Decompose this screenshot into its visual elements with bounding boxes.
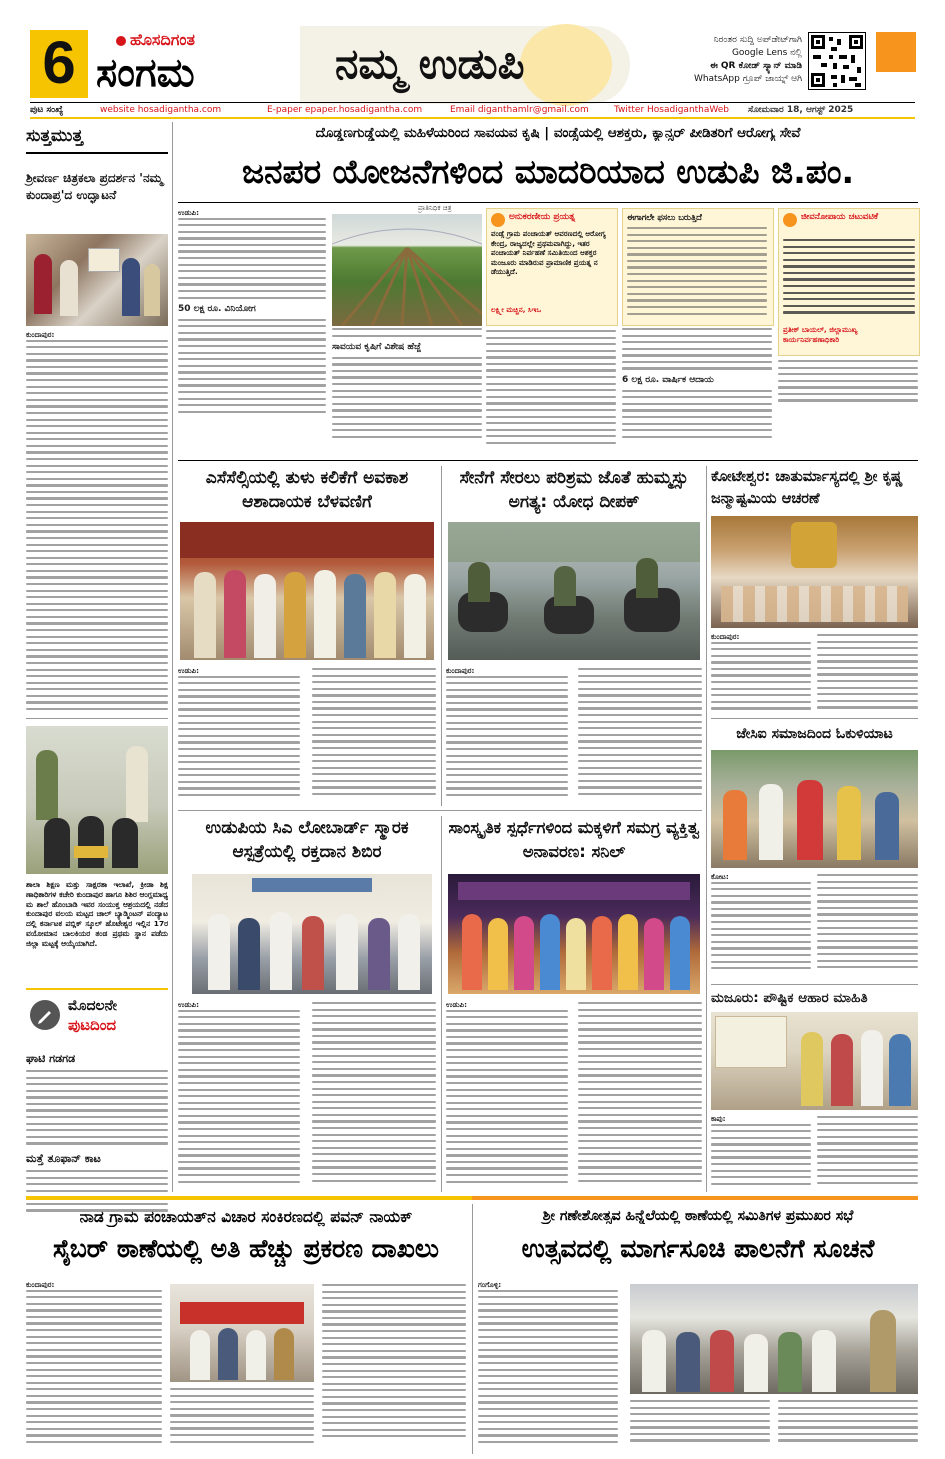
first-page-line1: ಮೊದಲನೇ: [68, 998, 117, 1014]
page-number: 6: [42, 29, 76, 96]
cultural-body-2: [578, 1002, 702, 1190]
story2-caption: ಶಾಲಾ ಶಿಕ್ಷಣ ಮತ್ತು ಸಾಕ್ಷರತಾ ಇಲಾಖೆ, ಕ್ರೀಡಾ ಶಿಕ್ಷಣಾಧಿಕಾರಿಗಳ ಕಚೇರಿ ಕುಂದಾಪುರ ಹಾಗೂ ಶಿಶಿರ ಆಂಗ್ಲಮಾಧ್ಯಮ ಶಾಲೆ ಹೊಂಬಾಡಿ ಇವರ ಸಂಯುಕ್ತ ಆಶ್ರಯದಲ್ಲಿ ನಡೆದ ಕುಂದಾಪುರ ವಲಯ ಮಟ್ಟದ ಚಾಲ್ ಬ್ಯಾಡ್ಮಿಂಟನ್ ಪಂದ್ಯಾಟದಲ್ಲಿ ಕರ್ನಾಟಕ ಪಬ್ಲಿಕ್ ಸ್ಕೂಲ್ ಹೊಟೇಶ್ವರ ಇಲ್ಲಿನ 17ರ ವಯೋಮಾನ ಬಾಲಕಿಯರ ತಂಡ ಪ್ರಥಮ ಸ್ಥಾನ ಪಡೆದು ಜಿಲ್ಲಾ ಮಟ್ಟಕ್ಕೆ ಆಯ್ಕೆಯಾಗಿದೆ.: [26, 880, 168, 948]
labour-body-2: [817, 1116, 918, 1190]
sidebar-rule: [172, 122, 173, 1192]
koteshwar-byline: ಕುಂದಾಪುರ:: [711, 632, 740, 641]
epaper-link[interactable]: E-paper epaper.hosadigantha.com: [267, 105, 423, 115]
labour-story: [711, 988, 918, 1192]
cultural-headline: ಸಾಂಸ್ಕೃತಿಕ ಸ್ಪರ್ಧೆಗಳಿಂದ ಮಕ್ಕಳಿಗೆ ಸಮಗ್ರ ವ್ಯಕ್ತಿತ್ವ ಅನಾವರಣ: ಸನಿಲ್: [448, 818, 700, 861]
box1-text: ವಂಡ್ಸೆ ಗ್ರಾಮ ಪಂಚಾಯತ್ ಆವರಣದಲ್ಲಿ ಆರೋಗ್ಯ ಕೇಂದ್ರ, ರಾಜ್ಯದಲ್ಲೇ ಪ್ರಥಮವಾಗಿದ್ದು, ಇತರ ಪಂಚಾಯತ್ ನಿರ್ವಹಣೆ ಸಮಿತಿಯಿಂದ ಆಶಕ್ತರ ಮಂಜೂರು ಮಾಡಿರುವ ಪ್ರಾಮಾಣಿಕ ಪ್ರಯತ್ನ ನಡೆಯುತ್ತಿದೆ.: [491, 229, 606, 277]
tulu-body: [178, 666, 300, 804]
box1-author: ಲಕ್ಷ್ಮೀ ಮಚ್ಚಿನ, ಸಿಇಒ: [491, 305, 542, 314]
cyber-photo: [170, 1284, 314, 1382]
quote-icon-2: [783, 213, 797, 227]
army-story: [446, 466, 702, 806]
lead-kicker: ದೊಡ್ಡಣಗುಡ್ಡೆಯಲ್ಲಿ ಮಹಿಳೆಯರಿಂದ ಸಾವಯವ ಕೃಷಿ | ವಂಡ್ಸೆಯಲ್ಲಿ ಆಶಕ್ತರು, ಕ್ಯಾನ್ಸರ್ ಪೀಡಿತರಿಗೆ ಆರೋಗ್ಯ ಸೇವೆ: [315, 126, 801, 141]
row2-bottom-rule: [178, 810, 702, 811]
koteshwar-headline: ಕೋಟೇಶ್ವರ: ಚಾತುರ್ಮಾಸ್ಯದಲ್ಲಿ ಶ್ರೀ ಕೃಷ್ಣ ಜನ್ಮಾಷ್ಟಮಿಯ ಆಚರಣೆ: [711, 468, 903, 507]
row2-rule-1: [441, 466, 442, 806]
email-link[interactable]: Email diganthamlr@gmail.com: [450, 105, 589, 115]
brand-big: ಸಂಗಮ: [96, 50, 195, 96]
jcb-body: [711, 872, 811, 978]
army-byline: ಕುಂದಾಪುರ:: [446, 666, 475, 675]
pen-icon: [30, 1000, 60, 1030]
blood-byline: ಉಡುಪಿ:: [178, 1000, 200, 1009]
cultural-body: [446, 1000, 568, 1190]
blood-photo: [192, 874, 432, 994]
ganesh-story: [478, 1204, 918, 1454]
brief1-headline: ಘಾಟಿ ಗಡಗಡ: [26, 1052, 76, 1065]
tulu-story: [178, 466, 436, 806]
cyber-body-3: [322, 1284, 466, 1452]
qr-code-icon[interactable]: [808, 32, 866, 90]
twitter-link[interactable]: Twitter HosadiganthaWeb: [614, 105, 730, 115]
ganesh-body-3: [778, 1400, 918, 1452]
lead-box3: [778, 208, 920, 356]
masthead: [0, 0, 945, 118]
labour-headline: ಮಜೂರು: ಪೌಷ್ಟಿಕ ಆಹಾರ ಮಾಹಿತಿ: [711, 990, 868, 1006]
lead-rule: [178, 202, 918, 203]
lead-col5: [778, 360, 918, 454]
brand-logo-circle-icon: [116, 36, 126, 46]
lead-photo-farm: [332, 214, 482, 326]
koteshwar-body-2: [817, 634, 918, 712]
corner-accent: [876, 32, 916, 72]
blood-story: [178, 816, 436, 1192]
blood-body: [178, 1000, 300, 1190]
tulu-headline: ಎಸೆಸೆಲ್ಸಿಯಲ್ಲಿ ತುಳು ಕಲಿಕೆಗೆ ಅವಕಾಶ ಆಶಾದಾಯಕ ಬೆಳವಣಿಗೆ: [205, 468, 409, 512]
box2-body: [627, 227, 767, 321]
lead-subhead3: 6 ಲಕ್ಷ ರೂ. ವಾರ್ಷಿಕ ಆದಾಯ: [622, 375, 714, 386]
lead-subhead1: 50 ಲಕ್ಷ ರೂ. ವಿನಿಯೋಗ: [178, 304, 256, 315]
koteshwar-story: [711, 466, 918, 714]
lead-col3: [486, 330, 616, 454]
row3-rule-1: [441, 816, 442, 1192]
jcb-headline: ಜೇಸಿಐ ಸಮಾಜದಿಂದ ಓಕುಳಿಯಾಟ: [736, 726, 893, 742]
koteshwar-body: [711, 632, 811, 712]
army-body-2: [578, 668, 702, 802]
updates-text: [660, 34, 802, 86]
jcb-story: [711, 724, 918, 980]
box3-body: [783, 239, 915, 321]
lead-photo-caption: ಪ್ರಾತಿನಿಧಿಕ ಚಿತ್ರ: [418, 204, 452, 212]
cyber-story: [26, 1204, 466, 1454]
story1-headline: ಶ್ರೀವರ್ಣ ಚಿತ್ರಕಲಾ ಪ್ರದರ್ಶನ 'ನಮ್ಮ ಕುಂದಾಪ್ರ'ದ ಉದ್ಘಾಟನೆ: [26, 171, 163, 202]
labour-byline: ಕಾಪು:: [711, 1114, 726, 1123]
updates-line-2: Google Lens ನಲ್ಲಿ: [731, 48, 802, 58]
jcb-photo: [711, 750, 918, 868]
cultural-byline: ಉಡುಪಿ:: [446, 1000, 468, 1009]
lead-byline: ಉಡುಪಿ:: [178, 208, 200, 217]
row3-rule-2: [706, 982, 707, 1192]
jcb-body-2: [817, 874, 918, 978]
lead-bottom-rule: [178, 460, 918, 461]
cultural-photo: [448, 874, 700, 994]
lead-story: [178, 122, 918, 458]
sidebar-column: [26, 122, 168, 1192]
section-label: ಪುಟ ಸಂಖ್ಯೆ: [30, 105, 64, 115]
cyber-body-2: [170, 1388, 314, 1452]
box3-label: ಜೀವನೋಪಾಯ ಚಟುವಟಿಕೆ: [801, 212, 879, 222]
updates-line-1: ನಿರಂತರ ಸುದ್ದಿ ಅಪ್‌ಡೇಟ್‌ಗಾಗಿ: [713, 35, 802, 45]
box1-label: ಅನುಕರಣೀಯ ಪ್ರಯತ್ನ: [509, 212, 576, 222]
tulu-photo: [180, 522, 434, 660]
lead-col2: [332, 328, 482, 454]
updates-line-4: WhatsApp ಗ್ರೂಪ್ ಜಾಯ್ನ್ ಆಗಿ: [693, 74, 802, 84]
story1-body: [26, 330, 168, 720]
sidebar-divider: [26, 718, 168, 719]
first-page-section: [26, 988, 168, 1040]
lead-subhead2: ಸಾವಯವ ಕೃಷಿಗೆ ವಿಶೇಷ ಹೆಜ್ಜೆ: [332, 342, 422, 353]
lead-box1: [486, 208, 618, 326]
box3-author: ಪ್ರತೀಕ್ ಬಾಯಲ್, ಜಿಲ್ಲಾಮುಖ್ಯ ಕಾರ್ಯನಿರ್ವಹಣಾಧಿಕಾರಿ: [783, 325, 858, 344]
box2-text: ಈಗಾಗಲೇ ಫಸಲು ಬರುತ್ತಿದೆ: [627, 212, 702, 222]
bottom-band-stripe: [26, 1196, 918, 1200]
masthead-swoosh-accent: [520, 24, 612, 106]
ganesh-headline: ಉತ್ಸವದಲ್ಲಿ ಮಾರ್ಗಸೂಚಿ ಪಾಲನೆಗೆ ಸೂಚನೆ: [521, 1234, 875, 1263]
labour-top-rule: [711, 984, 918, 985]
website-link[interactable]: website hosadigantha.com: [100, 105, 222, 115]
ganesh-photo: [630, 1284, 918, 1394]
first-page-line2: ಪುಟದಿಂದ: [68, 1016, 117, 1034]
cyber-kicker: ನಾಡ ಗ್ರಾಮ ಪಂಚಾಯತ್‌ನ ವಿಚಾರ ಸಂಕಿರಣದಲ್ಲಿ ಪವನ್ ನಾಯಕ್: [79, 1208, 413, 1226]
cyber-headline: ಸೈಬರ್ ಠಾಣೆಯಲ್ಲಿ ಅತಿ ಹೆಚ್ಚು ಪ್ರಕರಣ ದಾಖಲು: [53, 1234, 439, 1263]
section-title: ನಮ್ಮ ಉಡುಪಿ: [335, 39, 525, 88]
ganesh-body-2: [630, 1400, 770, 1452]
cyber-body: [26, 1280, 162, 1452]
column-title: ಸುತ್ತಮುತ್ತ: [26, 126, 168, 154]
story2-photo: [26, 726, 168, 874]
story1-byline: ಕುಂದಾಪುರ:: [26, 330, 55, 339]
issue-date: ಸೋಮವಾರ 18, ಆಗಸ್ಟ್ 2025: [748, 105, 854, 115]
jcb-byline: ಕೋಟ:: [711, 872, 729, 881]
cyber-byline: ಕುಂದಾಪುರ:: [26, 1280, 55, 1289]
ganesh-byline: ಗಂಗೊಳ್ಳಿ:: [478, 1280, 502, 1289]
lead-box2: [622, 208, 774, 326]
brief1-body: [26, 1070, 168, 1148]
quote-icon: [491, 213, 505, 227]
updates-line-3: ಈ QR ಕೋಡ್ ಸ್ಕ್ಯಾನ್ ಮಾಡಿ: [709, 61, 802, 71]
army-body: [446, 666, 568, 804]
masthead-info-strip: [30, 102, 915, 119]
row2-rule-2: [706, 466, 707, 982]
blood-headline: ಉಡುಪಿಯ ಸಿಎ ಲೋಬಾರ್ಡ್ ಸ್ಮಾರಕ ಆಸ್ಪತ್ರೆಯಲ್ಲಿ ರಕ್ತದಾನ ಶಿಬಿರ: [205, 818, 409, 862]
ganesh-body: [478, 1280, 618, 1452]
labour-photo: [711, 1012, 918, 1110]
brand-small: ಹೊಸದಿಗಂತ: [130, 30, 195, 49]
labour-body: [711, 1114, 811, 1190]
tulu-body-2: [312, 668, 436, 802]
brief2-headline: ಮತ್ತೆ ತೂಫಾನ್ ಕಾಟ: [26, 1152, 101, 1165]
lead-col1: [178, 208, 326, 454]
story1-photo: [26, 234, 168, 326]
tulu-byline: ಉಡುಪಿ:: [178, 666, 200, 675]
koteshwar-rule: [711, 718, 918, 719]
army-headline: ಸೇನೆಗೆ ಸೇರಲು ಪರಿಶ್ರಮ ಜೊತೆ ಹುಮ್ಮಸ್ಸು ಅಗತ್ಯ: ಯೋಧ ದೀಪಕ್: [459, 468, 689, 512]
cultural-story: [446, 816, 702, 1192]
army-photo: [448, 522, 700, 660]
blood-body-2: [312, 1002, 436, 1190]
ganesh-kicker: ಶ್ರೀ ಗಣೇಶೋತ್ಸವ ಹಿನ್ನೆಲೆಯಲ್ಲಿ ಠಾಣೆಯಲ್ಲಿ ಸಮಿತಿಗಳ ಪ್ರಮುಖರ ಸಭೆ: [542, 1208, 854, 1224]
lead-col4: [622, 328, 772, 454]
koteshwar-photo: [711, 516, 918, 628]
lead-headline: ಜನಪರ ಯೋಜನೆಗಳಿಂದ ಮಾದರಿಯಾದ ಉಡುಪಿ ಜಿ.ಪಂ.: [241, 152, 855, 191]
bottom-rule: [472, 1204, 473, 1454]
